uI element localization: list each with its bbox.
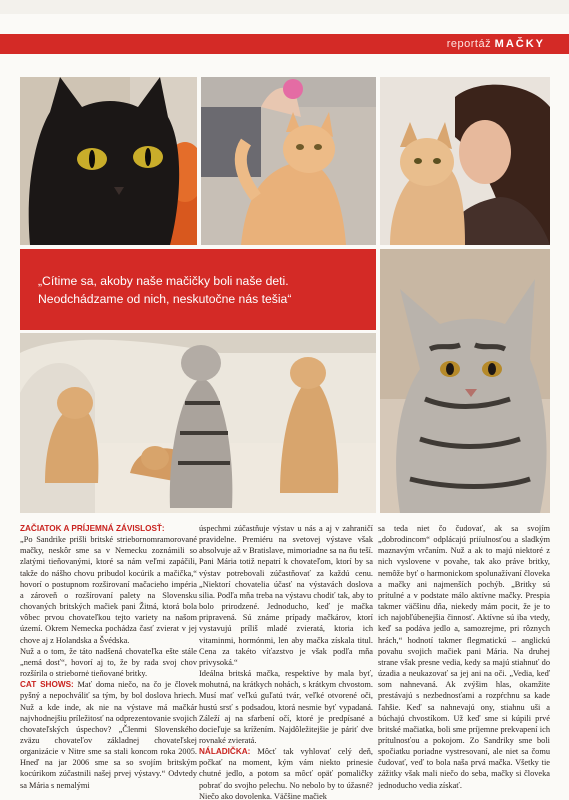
article-column-1 [20, 523, 197, 800]
article-column-2 [199, 523, 373, 800]
top-margin-band [0, 0, 569, 14]
photo-woman-with-kitten [380, 77, 550, 245]
paragraph: Nuž a o tom, že táto nadšená chovateľka ešte stále „nemá dosť“, hovorí aj to, že by rada svoj chov rozšírila o striebornė tieňované britky. [20, 646, 197, 679]
paragraph: sa teda niet čo čudovať, ak sa svojím „dobrodincom“ odplácajú priíulnosťou a sladkým maznavým vrčaním. Nuž a ak to majú niektoré z nich vyslovene v povahe, tak ako práve britky, nemôže byť o harmonickom spolunažívaní človeka a mačky ani najmenších pochýb. „Britky sú prítulné a v podstate málo aktívne mačky. Prespia takmer väčšinu dňa, niekedy mám pocit, že je to ich najobľúbenejšia činnosť. Aktívne sú iba vtedy, keď sa podáva jedlo a, samozrejme, pri rôznych hrách,“ hodnotí takmer flegmatickú – anglickú povahu svojich mačiek pani Mária. Na druhej strane však presne vedia, kedy sa majú stiahnuť do úzadia a neukazovať sa jej ani na oči. „Vedia, keď som nahnevaná. Ak zvýšim hlas, okamžite prestávajú s nezbednosťami a rozpŕchnu sa kade ľahšie. Keď sa nahnevajú ony, stiahnu uši a búchajú chvostíkom. Už keď sme si kúpili prvé britské mačiatka, boli sme príjemne prekvapení ich prítulnosťou a pokojom. Zo Sandriky sme boli spočiatku poriadne vystresovaní, ale niet sa čomu čudovať, veď to bola naša prvá mačka. Všetky tie zážitky však mali niečo do seba, mačky si človeka jednoducho vedia získať. [378, 524, 550, 790]
section-title: MAČKY [494, 38, 545, 50]
pull-quote [38, 272, 291, 308]
section-prefix: reportáž [446, 38, 492, 50]
section-label [447, 35, 545, 53]
article-column-3 [378, 523, 550, 800]
photo-kitten-playing [201, 77, 376, 245]
photo-kittens-on-sofa [20, 333, 376, 513]
subhead-mood: NÁLADIČKA: [199, 747, 251, 757]
paragraph: úspechmi zúčastňuje výstav u nás a aj v zahraničí pravidelne. Premiéru na svetovej výstave však absolvuje až v Bratislave, mimoriadne sa na ňu teší. Pani Mária totiž nepatrí k chovateľom, ktorí by sa výstav potrebovali zúčastňovať za každú cenu. „Niektorí chovatelia účasť na výstavách doslova silia. Podľa mňa treba na výstavu chodiť tak, aby to bolo prirodzené. Jednoducho, keď je mačka pripravená. Sú známe prípady mačkárov, ktorí vystavujú príliš mladé zvieratá, ktoria ich vitaminmi, hormónmi, len aby mačka získala titul. Cena za takéto víťazstvo je však podľa mňa privysoká.“ [199, 524, 373, 667]
subhead-cat-shows: CAT SHOWS: [20, 680, 74, 690]
pull-quote-line-1: „Cítime sa, akoby naše mačičky boli naše deti. [38, 273, 289, 288]
subhead-beginning: ZAČIATOK A PRÍJEMNÁ ZÁVISLOSŤ: [20, 524, 165, 533]
pull-quote-box [20, 249, 376, 330]
paragraph: NÁLADIČKA: Môcť tak vyhlovať celý deň, počkať na moment, kým vám niekto prinesie chutné jedlo, a potom sa môcť opäť pomaličky pobrať do svojho pelechu. No nebolo by to úžasné? Niečo ako dovolenka. Väčšine mačiek [199, 747, 373, 800]
photo-tabby-cat-portrait [380, 249, 550, 513]
pull-quote-line-2: Neodchádzame od nich, neskutočne nás tešia“ [38, 291, 292, 306]
paragraph: CAT SHOWS: Mať doma niečo, na čo je človek pyšný a nepochváliť sa tým, by bol doslova hriech. Nuž a kde inde, ak nie na výstave má mačkár najvhodnejšiu príležitosť na odprezentovanie svojich chovateľských úspechov? „Členmi Slovenského zväzu chovateľov základnej chovateľskej organizácie v Nitre sme sa stali koncom roka 2005. Hneď na jar 2006 sme sa so svojím britským kocúrikom zúčastnili našej prvej výstavy.“ Odvtedy sa Mária s nemalými [20, 680, 197, 790]
paragraph: ZAČIATOK A PRÍJEMNÁ ZÁVISLOSŤ: „Po Sandrike prišli britské striebornomramorované mačky, neskôr sme sa v Nemecku zoznámili so zlatými tieňovanými, ktoré sa nám veľmi zapáčili, takže do nášho chovu pribudol kocúrik a mačička,“ hovorí o postupnom rozširovaní mačacieho impéria a zároveň o rozšírovaní palety na Slovensku chovaných britských mačiek pani Žitná, ktorá bola vôbec prvou chovateľkou tejto variety na našom území. Okrem Nemecka pochádza časť zvierat v jej chove aj z Holandska a Švédska. [20, 524, 197, 645]
photo-black-cat [20, 77, 197, 245]
paragraph: Ideálna britská mačka, respektíve by mala byť, mohutná, na krátkych nohách, s krátkym chvostom. Musí mať veľkú guľatú tvár, veľké otvorené oči, hustú srsť s podsadou, ktorá nesmie byť vypadaná. Záleží aj na sfarbení očí, ktoré je predpísané a docieľuje sa krížením. Najdôležitejšie je páriť dve rovnaké zvieratá. [199, 669, 373, 745]
